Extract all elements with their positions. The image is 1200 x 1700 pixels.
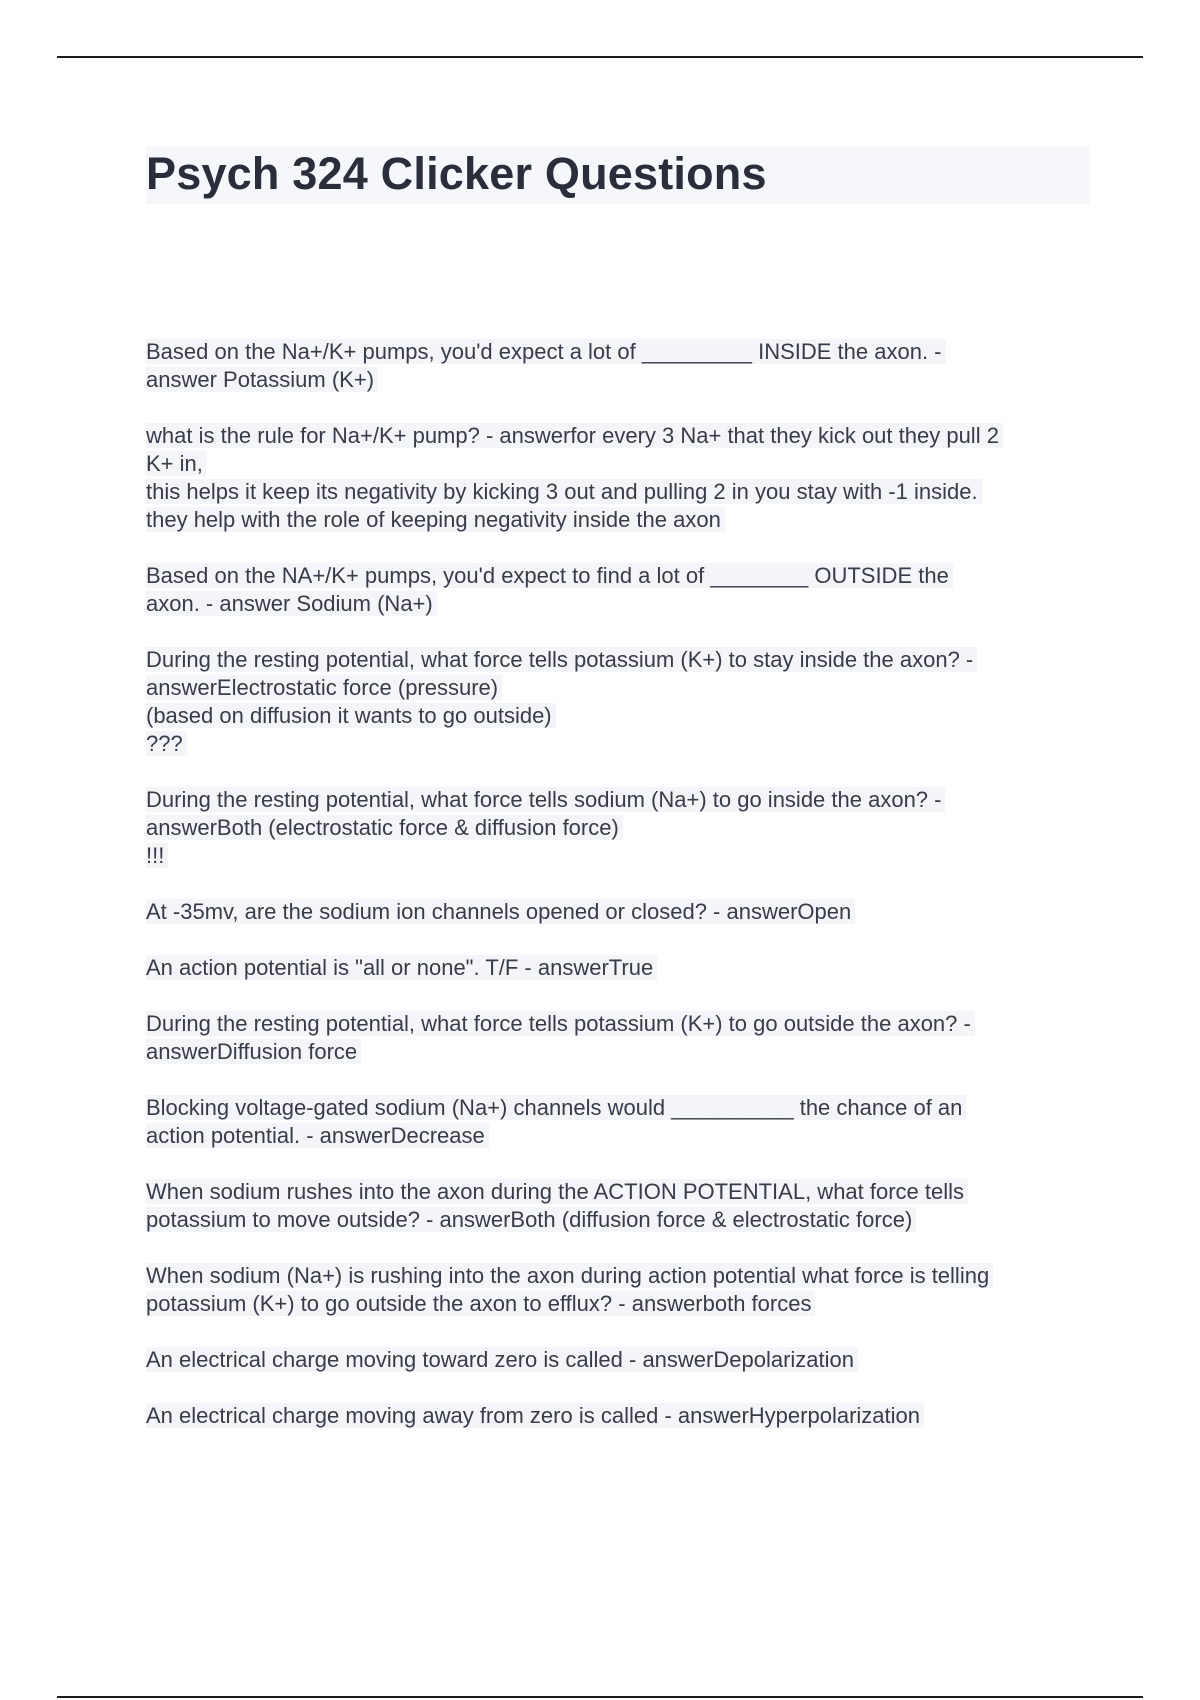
question-line-text: (based on diffusion it wants to go outside) xyxy=(146,703,556,728)
question-item xyxy=(146,786,1092,870)
top-rule xyxy=(57,56,1143,58)
question-line xyxy=(146,1122,1092,1150)
question-line-text: An electrical charge moving away from zero is called - answerHyperpolarization xyxy=(146,1403,924,1428)
question-item xyxy=(146,422,1092,534)
question-line-text: action potential. - answerDecrease xyxy=(146,1123,489,1148)
question-line xyxy=(146,1178,1092,1206)
question-line xyxy=(146,590,1092,618)
question-line xyxy=(146,1262,1092,1290)
question-line xyxy=(146,898,1092,926)
question-line-text: answerDiffusion force xyxy=(146,1039,361,1064)
question-item xyxy=(146,1094,1092,1150)
question-line xyxy=(146,1290,1092,1318)
question-line xyxy=(146,954,1092,982)
question-line xyxy=(146,478,1092,506)
question-line-text: answer Potassium (K+) xyxy=(146,367,378,392)
question-line xyxy=(146,730,1092,758)
question-list xyxy=(146,338,1092,1458)
question-line-text: When sodium rushes into the axon during the ACTION POTENTIAL, what force tells xyxy=(146,1179,968,1204)
question-line xyxy=(146,1094,1092,1122)
question-item xyxy=(146,646,1092,758)
question-item xyxy=(146,1262,1092,1318)
question-line xyxy=(146,814,1092,842)
question-line xyxy=(146,506,1092,534)
question-line xyxy=(146,1346,1092,1374)
question-line-text: ??? xyxy=(146,731,187,756)
question-line-text: !!! xyxy=(146,843,168,868)
question-line-text: At -35mv, are the sodium ion channels opened or closed? - answerOpen xyxy=(146,899,855,924)
question-line xyxy=(146,786,1092,814)
question-line-text: Blocking voltage-gated sodium (Na+) channels would __________ the chance of an xyxy=(146,1095,966,1120)
question-line-text: K+ in, xyxy=(146,451,207,476)
question-line-text: potassium to move outside? - answerBoth (diffusion force & electrostatic force) xyxy=(146,1207,916,1232)
question-line-text: axon. - answer Sodium (Na+) xyxy=(146,591,437,616)
question-line-text: they help with the role of keeping negativity inside the axon xyxy=(146,507,725,532)
question-line-text: answerBoth (electrostatic force & diffusion force) xyxy=(146,815,623,840)
question-item xyxy=(146,1010,1092,1066)
question-line-text: Based on the NA+/K+ pumps, you'd expect to find a lot of ________ OUTSIDE the xyxy=(146,563,953,588)
question-line-text: potassium (K+) to go outside the axon to efflux? - answerboth forces xyxy=(146,1291,815,1316)
question-line xyxy=(146,1010,1092,1038)
question-line xyxy=(146,450,1092,478)
page-title: Psych 324 Clicker Questions xyxy=(146,148,767,199)
question-item xyxy=(146,954,1092,982)
question-line-text: answerElectrostatic force (pressure) xyxy=(146,675,502,700)
question-line-text: Based on the Na+/K+ pumps, you'd expect a lot of _________ INSIDE the axon. - xyxy=(146,339,946,364)
question-line-text: An action potential is "all or none". T/F - answerTrue xyxy=(146,955,657,980)
question-line xyxy=(146,422,1092,450)
question-item xyxy=(146,1402,1092,1430)
question-line xyxy=(146,338,1092,366)
question-line xyxy=(146,562,1092,590)
question-line xyxy=(146,702,1092,730)
question-item xyxy=(146,338,1092,394)
question-line-text: this helps it keep its negativity by kicking 3 out and pulling 2 in you stay with -1 inside. xyxy=(146,479,982,504)
question-line-text: An electrical charge moving toward zero is called - answerDepolarization xyxy=(146,1347,858,1372)
question-line xyxy=(146,842,1092,870)
question-item xyxy=(146,1346,1092,1374)
question-line xyxy=(146,674,1092,702)
question-line-text: what is the rule for Na+/K+ pump? - answerfor every 3 Na+ that they kick out they pull 2 xyxy=(146,423,1003,448)
question-line-text: During the resting potential, what force tells potassium (K+) to stay inside the axon? - xyxy=(146,647,977,672)
question-line xyxy=(146,646,1092,674)
question-line xyxy=(146,1402,1092,1430)
bottom-rule xyxy=(57,1696,1143,1698)
question-line-text: During the resting potential, what force tells potassium (K+) to go outside the axon? - xyxy=(146,1011,975,1036)
question-item xyxy=(146,1178,1092,1234)
question-line-text: During the resting potential, what force tells sodium (Na+) to go inside the axon? - xyxy=(146,787,945,812)
question-line xyxy=(146,1206,1092,1234)
question-line xyxy=(146,366,1092,394)
question-line-text: When sodium (Na+) is rushing into the axon during action potential what force is telling xyxy=(146,1263,993,1288)
question-line xyxy=(146,1038,1092,1066)
question-item xyxy=(146,898,1092,926)
question-item xyxy=(146,562,1092,618)
